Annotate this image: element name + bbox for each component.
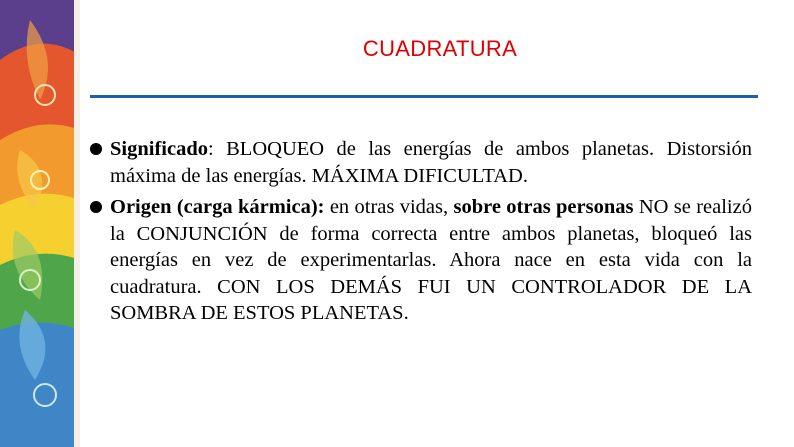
slide-title: CUADRATURA [362,36,518,61]
bullet-dot-icon [90,143,102,155]
bullet-bold-phrase: sobre otras personas [453,196,634,218]
decorative-mandala-painting [0,0,80,447]
bullet-lead: Significado [110,138,208,160]
bullet-lead: Origen (carga kármica): [110,196,325,218]
bullet-text: : BLOQUEO de las energías de ambos planetas. Distorsión máxima de las energías. MÁXIMA DIFICULTAD. [110,138,752,187]
bullet-origen [90,194,752,327]
bullet-text: en otras vidas, [324,196,454,218]
bullet-list [90,136,752,332]
bullet-dot-icon [90,201,102,213]
bullet-significado [90,136,752,189]
bullet-text: NO se realizó la CONJUNCIÓN de forma correcta entre ambos planetas, bloqueó las energías en vez de experimentarlas. Ahora nace en esta vida con la cuadratura. CON LOS DEMÁS FUI UN CONTROLADOR DE LA SOMBRA DE ESTOS PLANETAS. [110,196,752,324]
title-divider [90,95,758,98]
